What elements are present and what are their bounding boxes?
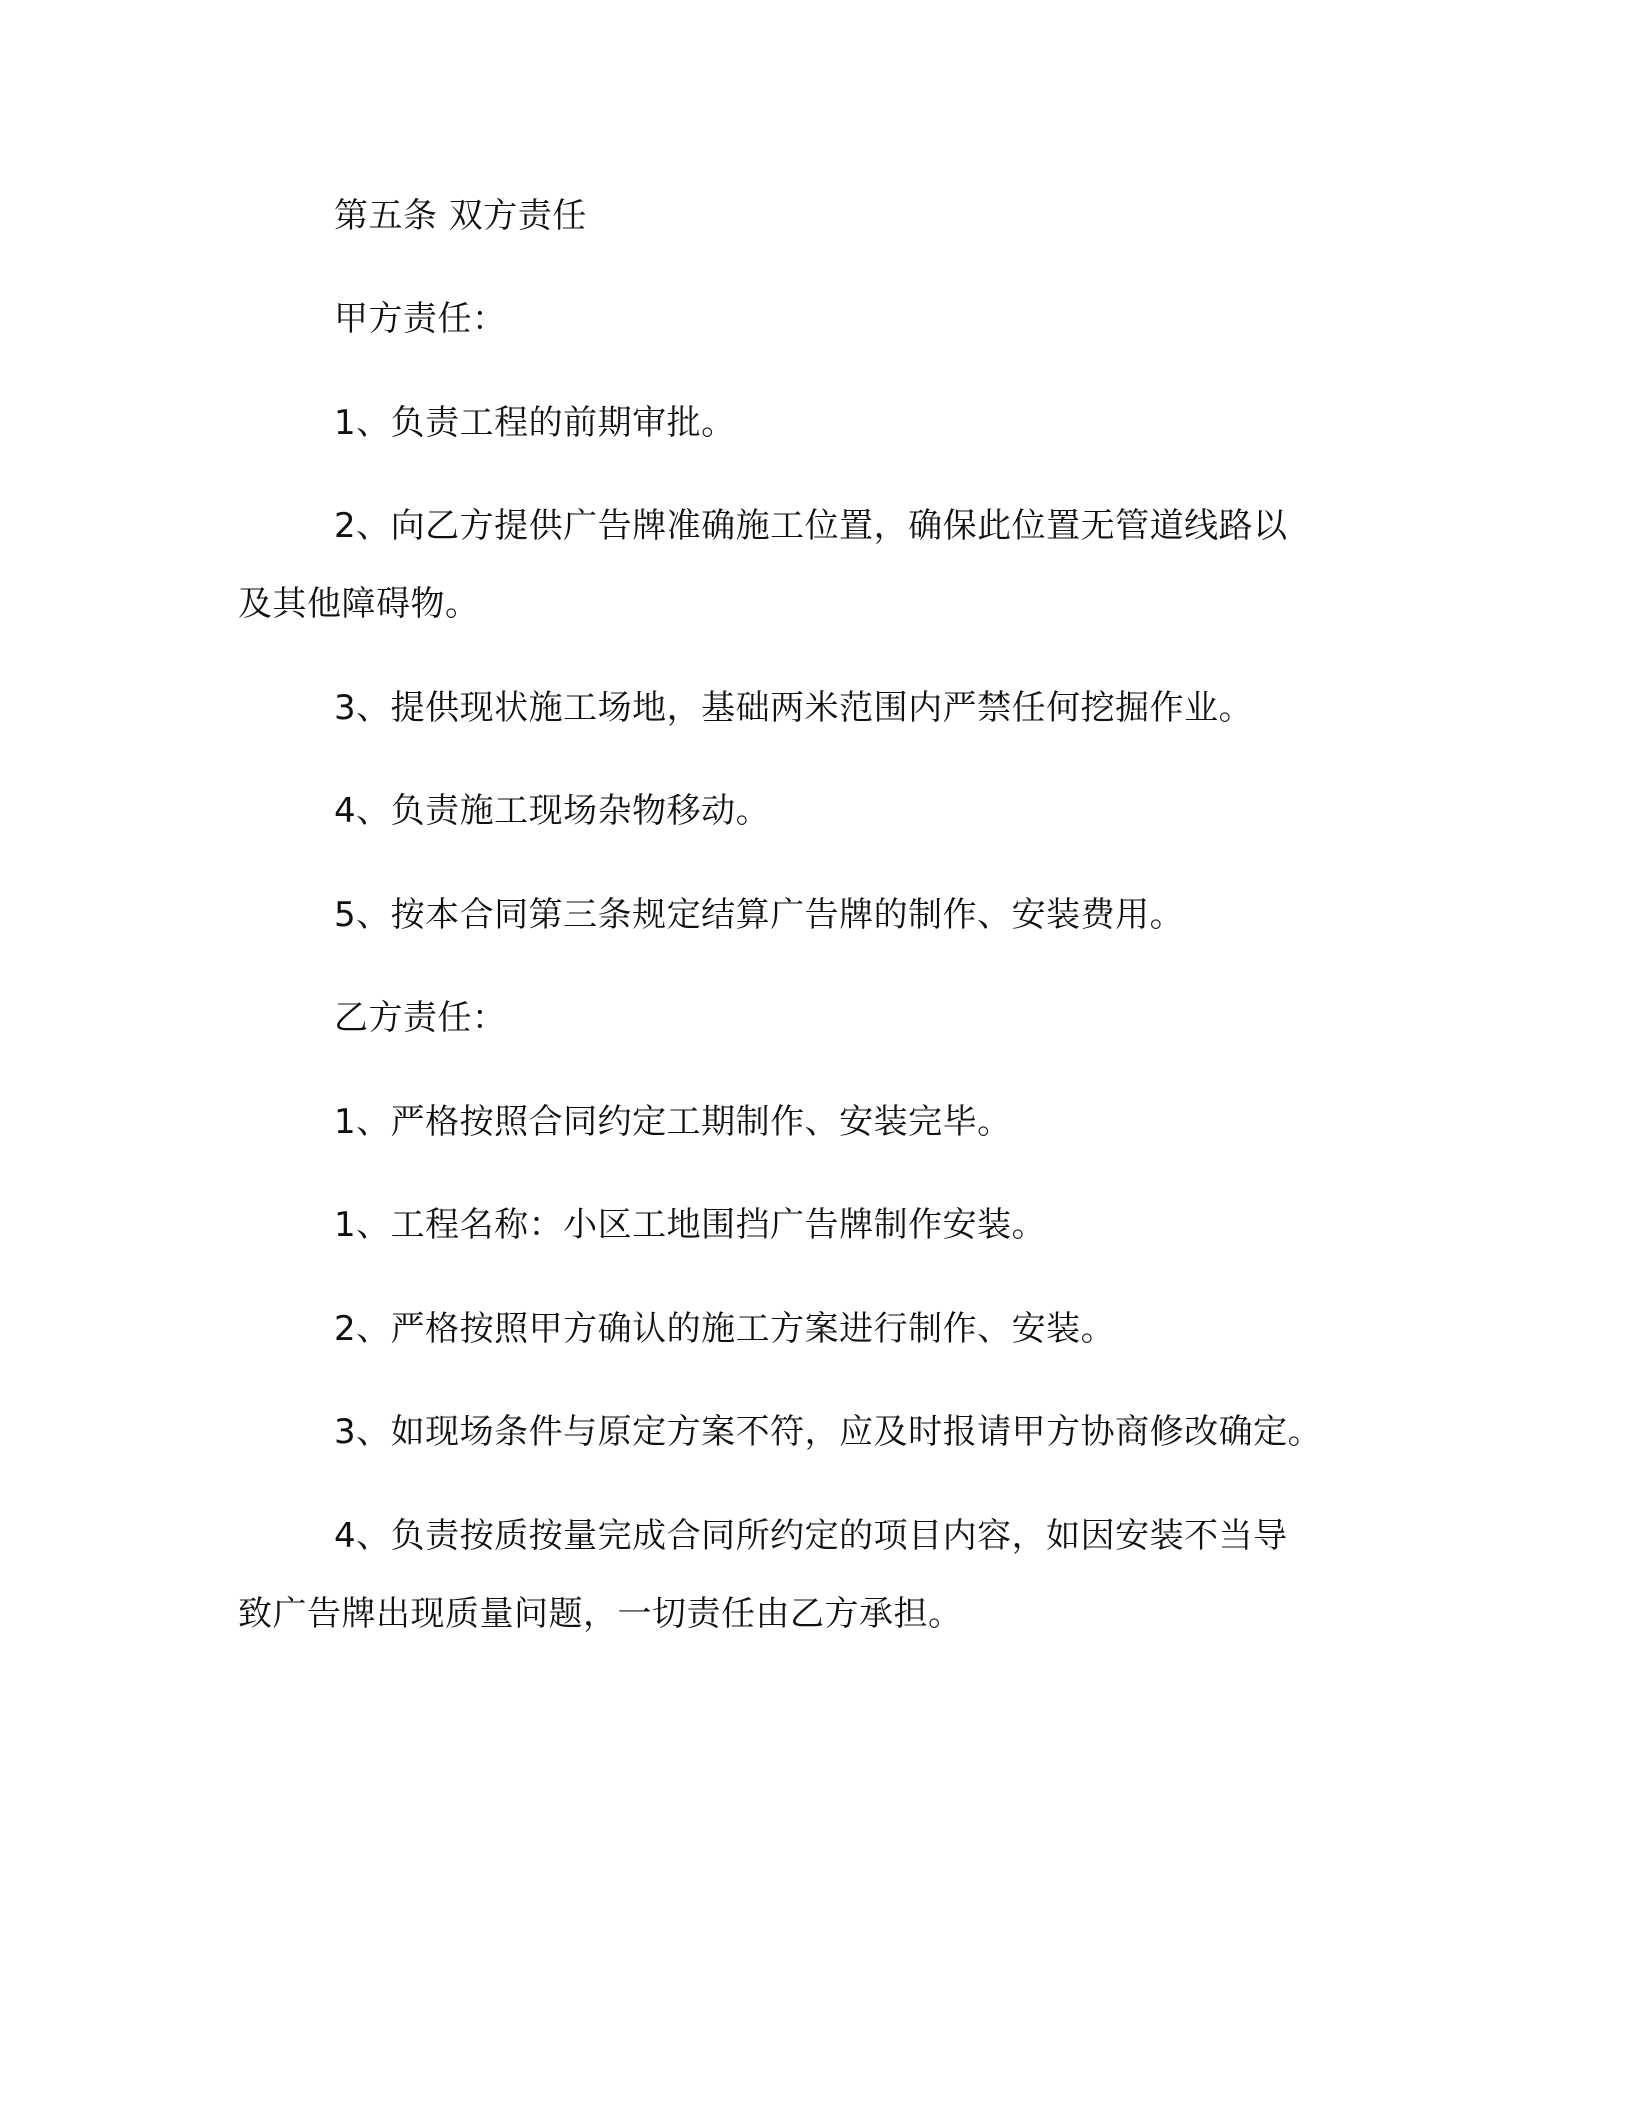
party-a-item: 4、负责施工现场杂物移动。 (334, 791, 771, 831)
party-b-heading: 乙方责任： (334, 998, 507, 1038)
section-title: 第五条 双方责任 (334, 196, 587, 236)
party-a-item-continuation: 及其他障碍物。 (238, 584, 480, 624)
party-b-item: 4、负责按质按量完成合同所约定的项目内容，如因安装不当导 (334, 1516, 1288, 1556)
party-a-item: 2、向乙方提供广告牌准确施工位置，确保此位置无管道线路以 (334, 506, 1288, 546)
party-b-item: 1、工程名称：小区工地围挡广告牌制作安装。 (334, 1205, 1047, 1245)
party-a-item: 3、提供现状施工场地，基础两米范围内严禁任何挖掘作业。 (334, 688, 1254, 728)
party-b-item: 2、严格按照甲方确认的施工方案进行制作、安装。 (334, 1309, 1116, 1349)
party-a-item: 1、负责工程的前期审批。 (334, 403, 736, 443)
party-b-item-continuation: 致广告牌出现质量问题，一切责任由乙方承担。 (238, 1594, 963, 1634)
party-a-item: 5、按本合同第三条规定结算广告牌的制作、安装费用。 (334, 895, 1185, 935)
party-a-heading: 甲方责任： (334, 299, 507, 339)
party-b-item: 3、如现场条件与原定方案不符，应及时报请甲方协商修改确定。 (334, 1412, 1323, 1452)
party-b-item: 1、严格按照合同约定工期制作、安装完毕。 (334, 1102, 1012, 1142)
